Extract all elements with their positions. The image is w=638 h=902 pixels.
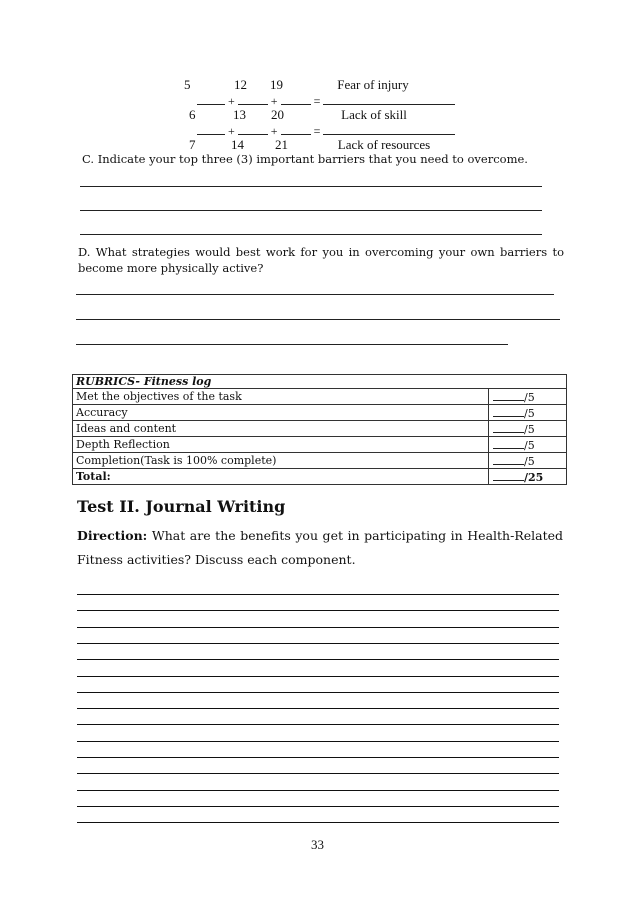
direction-text: What are the benefits you get in participating in Health-Related Fitness activities? Discuss each component.: [77, 528, 563, 567]
rubric-score-cell[interactable]: [489, 405, 567, 421]
plus-sign: +: [270, 94, 278, 108]
rubric-total-score: /25: [524, 471, 544, 484]
total-blank-field[interactable]: [323, 123, 455, 135]
rubric-criterion: Completion(Task is 100% complete): [73, 453, 489, 469]
score-number: 7: [189, 137, 196, 152]
score-blank[interactable]: [493, 437, 524, 449]
answer-line[interactable]: [77, 659, 559, 660]
rubric-score-cell[interactable]: [489, 437, 567, 453]
plus-sign: +: [228, 94, 235, 108]
rubric-table: [72, 374, 567, 485]
section-c-question: C. Indicate your top three (3) important barriers that you need to overcome.: [82, 152, 528, 166]
rubric-score-cell[interactable]: [489, 421, 567, 437]
rubric-score: /5: [524, 407, 535, 420]
score-number: 13: [233, 107, 246, 122]
section-heading: Test II. Journal Writing: [77, 497, 286, 516]
rubric-score-cell[interactable]: [489, 389, 567, 405]
rubric-title: RUBRICS- Fitness log: [73, 375, 567, 389]
equals-sign: =: [313, 124, 321, 138]
answer-line[interactable]: [77, 724, 559, 725]
blank-field[interactable]: [197, 123, 225, 135]
answer-line[interactable]: [76, 319, 560, 320]
total-blank-field[interactable]: [323, 93, 455, 105]
table-row: [73, 437, 567, 453]
table-row: [73, 453, 567, 469]
answer-line[interactable]: [77, 806, 559, 807]
rubric-criterion: Accuracy: [73, 405, 489, 421]
answer-line[interactable]: [77, 708, 559, 709]
rubric-score-cell[interactable]: [489, 453, 567, 469]
barrier-label: Lack of resources: [337, 137, 431, 152]
answer-line[interactable]: [77, 692, 559, 693]
score-blank[interactable]: [493, 469, 524, 481]
score-number: 20: [271, 107, 284, 122]
rubric-score: /5: [524, 391, 535, 404]
rubric-criterion: Ideas and content: [73, 421, 489, 437]
table-row: [73, 421, 567, 437]
answer-line[interactable]: [77, 594, 559, 595]
rubric-criterion: Depth Reflection: [73, 437, 489, 453]
equals-sign: =: [313, 94, 321, 108]
rubric-total-label: Total:: [73, 469, 489, 485]
direction-paragraph: [77, 524, 563, 572]
score-number: 6: [189, 107, 196, 122]
rubric-total-cell[interactable]: [489, 469, 567, 485]
answer-line[interactable]: [77, 790, 559, 791]
answer-line[interactable]: [77, 773, 559, 774]
blank-field[interactable]: [281, 93, 311, 105]
score-blank[interactable]: [493, 421, 524, 433]
score-number: 14: [231, 137, 244, 152]
blank-field[interactable]: [281, 123, 311, 135]
answer-line[interactable]: [77, 627, 559, 628]
barrier-label: Lack of skill: [341, 107, 407, 122]
answer-line[interactable]: [77, 822, 559, 823]
table-row: [73, 405, 567, 421]
plus-sign: +: [228, 124, 235, 138]
score-formula: [197, 93, 455, 107]
score-blank[interactable]: [493, 405, 524, 417]
table-row: [73, 389, 567, 405]
direction-label: Direction:: [77, 528, 148, 543]
blank-field[interactable]: [238, 123, 268, 135]
answer-line[interactable]: [80, 186, 542, 187]
section-d-question: D. What strategies would best work for you in overcoming your own barriers to become more physically active?: [78, 245, 564, 275]
rubric-score: /5: [524, 423, 535, 436]
answer-line[interactable]: [76, 294, 554, 295]
score-number: 21: [275, 137, 288, 152]
rubric-score: /5: [524, 439, 535, 452]
score-blank[interactable]: [493, 389, 524, 401]
answer-line[interactable]: [80, 210, 542, 211]
answer-line[interactable]: [77, 741, 559, 742]
answer-line[interactable]: [77, 676, 559, 677]
score-blank[interactable]: [493, 453, 524, 465]
table-row-total: [73, 469, 567, 485]
answer-line[interactable]: [76, 344, 508, 345]
plus-sign: +: [270, 124, 278, 138]
rubric-criterion: Met the objectives of the task: [73, 389, 489, 405]
page-number: 33: [311, 837, 324, 852]
blank-field[interactable]: [197, 93, 225, 105]
score-number: 12: [234, 77, 247, 92]
score-number: 5: [184, 77, 191, 92]
answer-line[interactable]: [80, 234, 542, 235]
answer-line[interactable]: [77, 643, 559, 644]
rubric-score: /5: [524, 455, 535, 468]
barrier-label: Fear of injury: [337, 77, 409, 92]
score-formula: [197, 123, 455, 137]
blank-field[interactable]: [238, 93, 268, 105]
answer-line[interactable]: [77, 610, 559, 611]
score-number: 19: [270, 77, 283, 92]
answer-line[interactable]: [77, 757, 559, 758]
